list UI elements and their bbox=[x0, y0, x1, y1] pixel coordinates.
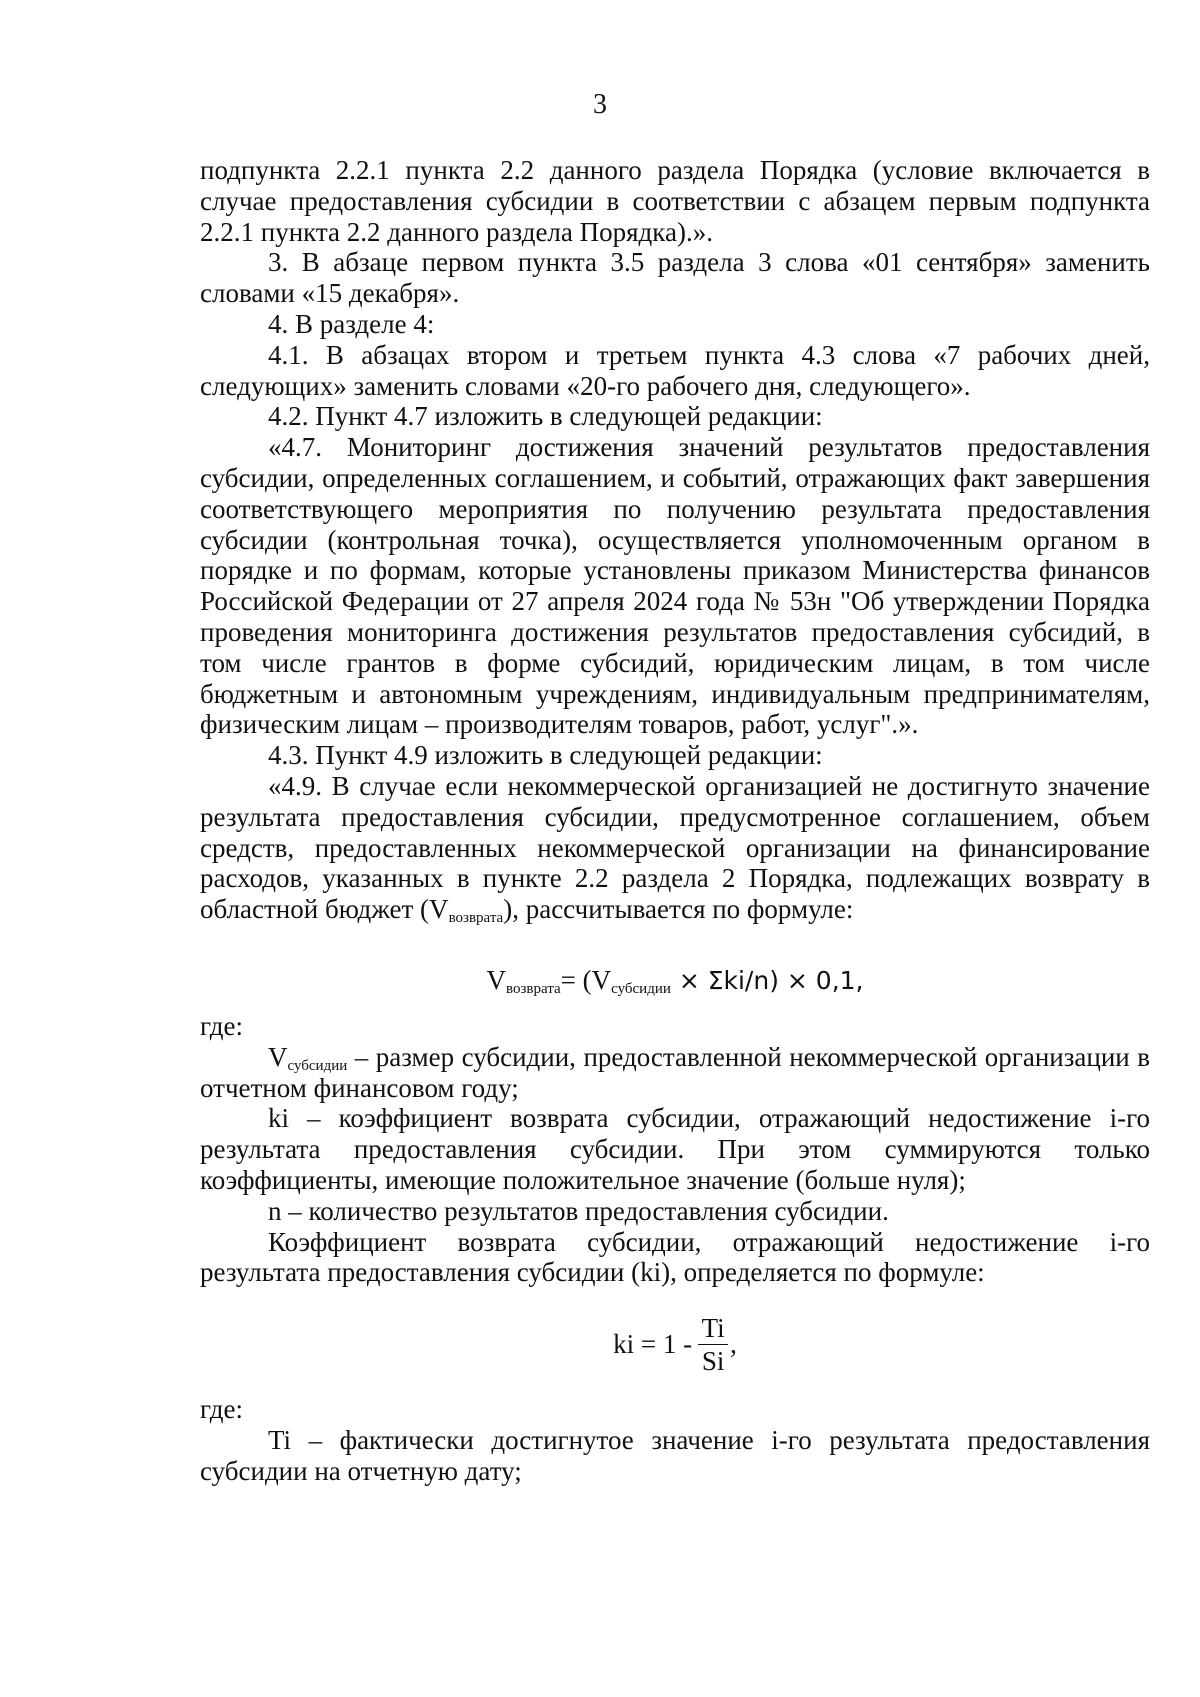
paragraph-item-4-7-text: «4.7. Мониторинг достижения значений результатов предоставления субсидии, определенных соглашением, и событий, отражающих факт завершения соответствующего мероприятия по получению результата предоставления субсидии (контрольная точка), осуществляется уполномоченным органом в порядке и по формам, которые установлены приказом Министерства финансов Российской Федерации от 27 апреля 2024 года № 53н "Об утверждении Порядка проведения мониторинга достижения результатов предоставления субсидий, в том числе грантов в форме субсидий, юридическим лицам, в том числе бюджетным и автономным учреждениям, индивидуальным предпринимателям, физическим лицам – производителям товаров, работ, услуг".». bbox=[200, 432, 1150, 740]
formula2-numerator: Ti bbox=[701, 1313, 725, 1344]
definition-ki: ki – коэффициент возврата субсидии, отражающий недостижение i-го результата предоставления субсидии. При этом суммируются только коэффициенты, имеющие положительное значение (больше нуля); bbox=[200, 1103, 1150, 1195]
formula1-v-sub: возврата bbox=[505, 980, 561, 997]
where-label-2: где: bbox=[200, 1394, 243, 1425]
page-number: 3 bbox=[593, 89, 607, 120]
definition-n: n – количество результатов предоставления субсидии. bbox=[268, 1195, 889, 1226]
formula1-eq: = (V bbox=[560, 964, 612, 995]
formula2-trail: , bbox=[730, 1329, 737, 1360]
paragraph-coefficient: Коэффициент возврата субсидии, отражающий недостижение i-го результата предоставления субсидии (ki), определяется по формуле: bbox=[200, 1226, 1150, 1288]
paragraph-item-4-2: 4.2. Пункт 4.7 изложить в следующей редакции: bbox=[268, 401, 823, 432]
formula2-fraction bbox=[698, 1312, 728, 1377]
document-body bbox=[200, 155, 1150, 1486]
formula-return-volume bbox=[200, 963, 1150, 997]
paragraph-item-4-1: 4.1. В абзацах втором и третьем пункта 4.3 слова «7 рабочих дней, следующих» заменить словами «20-го рабочего дня, следующего». bbox=[200, 339, 1150, 401]
formula1-v: V bbox=[486, 964, 506, 995]
definition-v-subsidy bbox=[200, 1042, 1150, 1104]
para-49-subscript: возврата bbox=[448, 910, 504, 927]
para-49-after: ), рассчитывается по формуле: bbox=[503, 894, 854, 925]
formula2-denominator: Si bbox=[701, 1346, 725, 1377]
definition-ti: Ti – фактически достигнутое значение i-го результата предоставления субсидии на отчетную дату; bbox=[200, 1424, 1150, 1486]
def-vsub-sub: субсидии bbox=[287, 1057, 348, 1074]
paragraph-item-3: 3. В абзаце первом пункта 3.5 раздела 3 слова «01 сентября» заменить словами «15 декабря». bbox=[200, 247, 1150, 309]
formula2-inline bbox=[613, 1312, 737, 1377]
paragraph-item-4-9-text bbox=[200, 771, 1150, 925]
formula-coefficient bbox=[200, 1312, 1150, 1394]
paragraph-item-4: 4. В разделе 4: bbox=[268, 308, 435, 339]
formula2-left: ki = 1 - bbox=[613, 1329, 693, 1360]
paragraph-item-4-3: 4.3. Пункт 4.9 изложить в следующей редакции: bbox=[268, 740, 823, 771]
def-vsub-v: V bbox=[268, 1041, 288, 1072]
formula1-v2-sub: субсидии bbox=[611, 980, 671, 997]
para-49-before: «4.9. В случае если некоммерческой организацией не достигнуто значение результата предоставления субсидии, предусмотренное соглашением, объем средств, предоставленных некоммерческой организации на финансирование расходов, указанных в пункте 2.2 раздела 2 Порядка, подлежащих возврату в областной бюджет (V bbox=[200, 770, 1150, 925]
def-vsub-text: – размер субсидии, предоставленной некоммерческой организации в отчетном финансовом году; bbox=[200, 1041, 1150, 1103]
paragraph-continuation: подпункта 2.2.1 пункта 2.2 данного раздела Порядка (условие включается в случае предоставления субсидии в соответствии с абзацем первым подпункта 2.2.1 пункта 2.2 данного раздела Порядка).». bbox=[200, 155, 1150, 247]
formula1-rest: × Σki/n) × 0,1, bbox=[670, 965, 864, 995]
where-label-1: где: bbox=[200, 1010, 243, 1041]
